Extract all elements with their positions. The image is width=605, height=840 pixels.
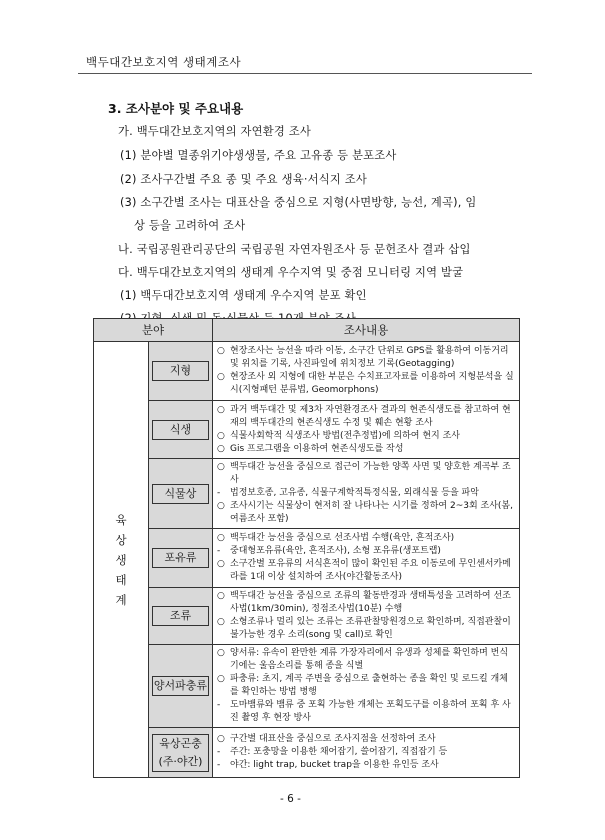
content-item [217, 647, 515, 673]
table-row [94, 459, 520, 529]
category-cell [149, 401, 213, 459]
category-cell [149, 342, 213, 401]
content-text: Gis 프로그램을 이용하여 현존식생도를 작성 [230, 443, 404, 454]
content-item [217, 345, 515, 371]
content-item [217, 430, 515, 443]
item-a1: (1) 분야별 멸종위기야생생물, 주요 고유종 등 분포조사 [120, 149, 397, 162]
content-cell [213, 529, 520, 588]
content-text: 현장조사 외 지형에 대한 부분은 수치표고자료를 이용하여 지형분석을 실시(지형패턴 분류법, Geomorphons) [230, 372, 514, 395]
content-item [217, 487, 515, 500]
content-text: 백두대간 능선을 중심으로 조류의 활동반경과 생태특성을 고려하여 선조사법(1km/30min), 정점조사법(10분) 수행 [230, 591, 511, 614]
section-title: 3. 조사분야 및 주요내용 [108, 101, 244, 116]
content-text: 주간: 포충망을 이용한 채어잡기, 쓸어잡기, 직접잡기 등 [230, 747, 448, 757]
table-header-row [94, 319, 520, 342]
category-cell [149, 459, 213, 529]
bullet-mark: - [217, 700, 221, 710]
content-item [217, 404, 515, 430]
content-text: 백두대간 능선을 중심으로 접근이 가능한 양쪽 사면 및 양호한 계곡부 조사 [230, 462, 511, 485]
bullet-mark: ○ [217, 559, 225, 569]
content-item [217, 746, 515, 759]
bullet-mark: - [217, 546, 221, 556]
content-text: 야간: light trap, bucket trap을 이용한 유인등 조사 [230, 760, 439, 770]
item-c1: (1) 백두대간보호지역 생태계 우수지역 분포 확인 [120, 289, 367, 302]
content-text: 양서류: 유속이 완만한 계류 가장자리에서 유생과 성체를 확인하며 번식기에는 울음소리를 통해 종을 식별 [230, 648, 509, 671]
content-item [217, 673, 515, 699]
content-item [217, 443, 515, 456]
content-cell [213, 645, 520, 728]
item-a3-line1: (3) 소구간별 조사는 대표산을 중심으로 지형(사면방향, 능선, 계곡), 임 [120, 196, 477, 209]
content-item [217, 616, 515, 642]
content-item [217, 733, 515, 746]
running-header: 백두대간보호지역 생태계조사 [86, 55, 242, 69]
bullet-mark: ○ [217, 533, 225, 543]
bullet-mark: ○ [217, 462, 225, 472]
content-item [217, 558, 515, 584]
bullet-mark: ○ [217, 443, 225, 454]
content-cell [213, 401, 520, 459]
content-item [217, 590, 515, 616]
category-cell [149, 645, 213, 728]
header-rule [78, 73, 532, 74]
category-label: 식물상 [164, 486, 197, 500]
content-text: 파충류: 초지, 계곡 주변을 중심으로 출현하는 종을 확인 및 로드킬 개체를 확인하는 방법 병행 [230, 674, 508, 697]
bullet-mark: ○ [217, 617, 225, 627]
category-label: 양서파충류 [153, 679, 208, 692]
category-box [152, 676, 209, 696]
category-cell [149, 588, 213, 645]
bullet-mark: - [217, 488, 221, 498]
content-item [217, 545, 515, 558]
bullet-mark: ○ [217, 372, 225, 382]
category-label: 포유류 [164, 551, 197, 564]
content-item [217, 532, 515, 545]
item-a2: (2) 조사구간별 주요 종 및 주요 생육·서식지 조사 [120, 173, 367, 186]
content-text: 소구간별 포유류의 서식흔적이 많이 확인된 주요 이동로에 무인센서카메라를 1대 이상 설치하여 조사(야간활동조사) [230, 559, 511, 582]
content-cell [213, 728, 520, 778]
table-body [94, 342, 520, 778]
bullet-mark: ○ [217, 346, 225, 356]
content-text: 도마뱀류와 뱀류 중 포획 가능한 개체는 포획도구를 이용하여 포획 후 사진 촬영 후 현장 방사 [230, 700, 511, 723]
page-number: - 6 - [280, 793, 301, 805]
content-cell [213, 342, 520, 401]
bullet-mark: ○ [217, 734, 225, 744]
bullet-mark: ○ [217, 430, 225, 441]
bullet-mark: ○ [217, 674, 225, 684]
category-box [152, 484, 209, 504]
group-label-char: 계 [115, 592, 127, 607]
content-text: 현장조사는 능선을 따라 이동, 소구간 단위로 GPS를 활용하여 이동거리 및 위치를 기록, 사진파일에 위치정보 기록(Geotagging) [230, 346, 509, 369]
content-item [217, 500, 515, 526]
category-label: 식생 [169, 422, 192, 436]
category-cell [149, 529, 213, 588]
item-b: 나. 국립공원관리공단의 국립공원 자연자원조사 등 문헌조사 결과 삽입 [118, 243, 471, 256]
content-item [217, 759, 515, 772]
category-box [152, 548, 209, 568]
content-text: 소형조류나 멀리 있는 조류는 조류관찰망원경으로 확인하며, 직접관찰이 불가능한 경우 소리(song 및 call)로 확인 [230, 617, 511, 640]
content-text: 과거 백두대간 및 제3차 자연환경조사 결과의 현존식생도를 참고하여 현재의 백두대간의 현존식생도 수정 및 훼손 현황 조사 [230, 404, 511, 428]
content-item [217, 699, 515, 725]
bullet-mark: ○ [217, 648, 225, 658]
content-text: 백두대간 능선을 중심으로 선조사법 수행(육안, 흔적조사) [230, 533, 455, 543]
category-label: 지형 [169, 364, 192, 377]
bullet-mark: - [217, 760, 221, 770]
table-row [94, 588, 520, 645]
item-c: 다. 백두대간보호지역의 생태계 우수지역 및 중점 모니터링 지역 발굴 [118, 266, 464, 279]
content-item [217, 461, 515, 487]
content-cell [213, 459, 520, 529]
category-label: 육상곤충 [159, 736, 202, 750]
category-box [152, 606, 209, 626]
header-content: 조사내용 [213, 319, 520, 342]
group-cell [94, 342, 149, 778]
category-cell [149, 728, 213, 778]
item-a: 가. 백두대간보호지역의 자연환경 조사 [118, 125, 311, 138]
survey-table [93, 318, 520, 778]
table-row [94, 728, 520, 778]
group-label-char: 상 [115, 532, 127, 547]
table-row [94, 401, 520, 459]
group-label-char: 육 [115, 512, 127, 527]
bullet-mark: ○ [217, 591, 225, 601]
content-cell [213, 588, 520, 645]
table-row [94, 645, 520, 728]
bullet-mark: - [217, 747, 221, 757]
group-label-char: 생 [115, 552, 127, 567]
category-label: 조류 [169, 609, 192, 622]
header-field: 분야 [94, 319, 213, 342]
group-label-char: 태 [115, 572, 127, 587]
content-text: 조사시기는 식물상이 현저히 잘 나타나는 시기를 정하여 2~3회 조사(봄, 여름조사 포함) [230, 501, 513, 524]
category-label: (주·야간) [158, 754, 203, 768]
table-row [94, 529, 520, 588]
content-text: 중대형포유류(육안, 흔적조사), 소형 포유류(생포트랩) [230, 546, 441, 556]
bullet-mark: ○ [217, 501, 225, 511]
category-box [152, 420, 209, 440]
item-a3-line2: 상 등을 고려하여 조사 [134, 219, 246, 232]
content-text: 식물사회학적 식생조사 방법(전추정법)에 의하여 현지 조사 [230, 430, 460, 441]
bullet-mark: ○ [217, 404, 225, 415]
content-text: 법정보호종, 고유종, 식물구계학적특정식물, 외래식물 등을 파악 [230, 488, 479, 498]
content-text: 구간별 대표산을 중심으로 조사지점을 선정하여 조사 [230, 734, 436, 744]
category-box [152, 734, 209, 772]
category-box [152, 361, 209, 381]
table-row [94, 342, 520, 401]
content-item [217, 371, 515, 397]
